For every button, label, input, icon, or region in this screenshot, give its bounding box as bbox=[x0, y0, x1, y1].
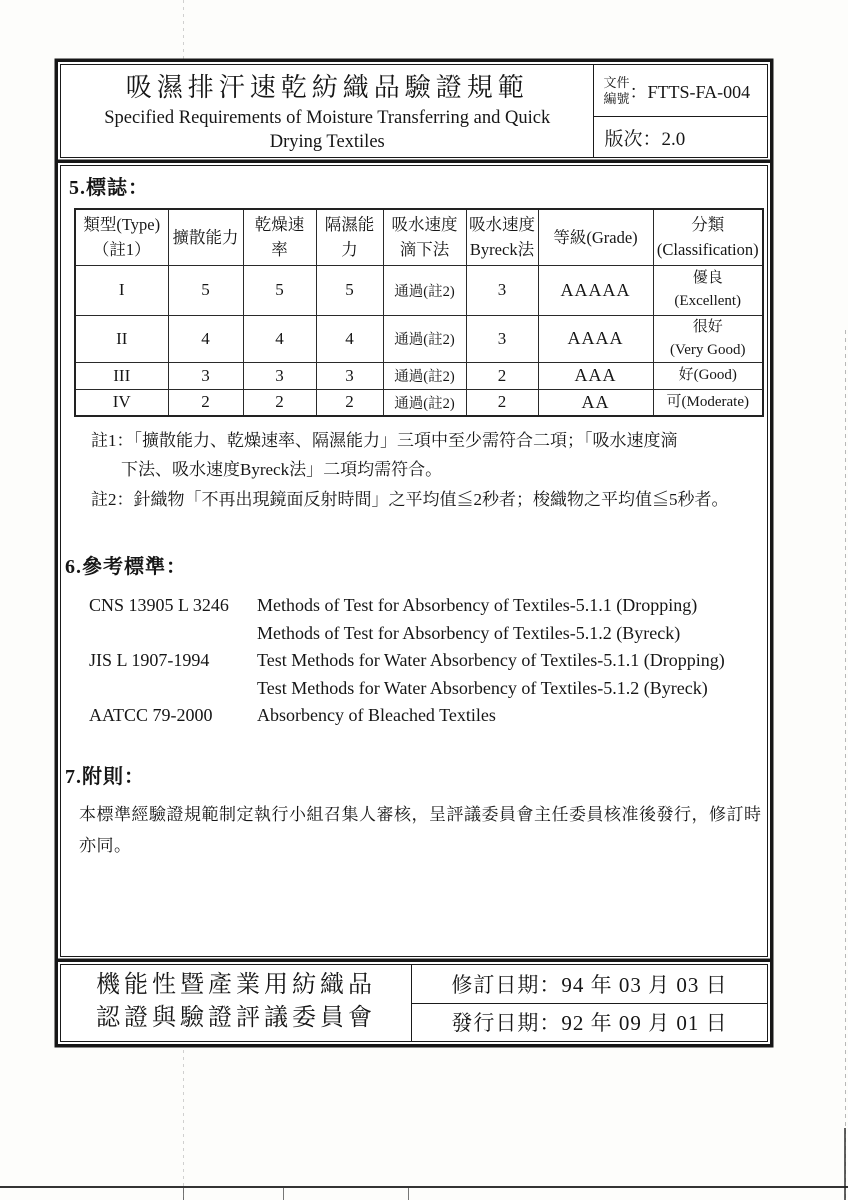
table-row-type2 bbox=[75, 315, 763, 362]
scan-artifact-tick bbox=[408, 1188, 409, 1200]
grading-table bbox=[74, 208, 764, 417]
document-title-chinese: 吸濕排汗速乾紡織品驗證規範 bbox=[125, 73, 529, 102]
cell-classification: 很好 (Very Good) bbox=[653, 315, 763, 362]
document-body-box bbox=[60, 165, 768, 957]
scan-artifact-right-edge-dark bbox=[844, 1128, 846, 1200]
cell-dropping: 通過(註2) bbox=[383, 315, 466, 362]
reference-item bbox=[89, 702, 767, 730]
cell-dropping: 通過(註2) bbox=[383, 389, 466, 416]
revision-date: 修訂日期：94 年 03 月 03 日 bbox=[451, 972, 728, 997]
document-meta-column bbox=[593, 65, 767, 157]
note1-line2: 下法、吸水速度Byreck法」二項均需符合。 bbox=[121, 460, 443, 479]
col-header-drying: 乾燥速 率 bbox=[243, 209, 316, 265]
cell-grade: AA bbox=[538, 389, 653, 416]
scan-artifact-right-edge-line bbox=[845, 330, 846, 1200]
cell-diffusion: 4 bbox=[168, 315, 243, 362]
reference-list bbox=[89, 592, 767, 730]
col-header-classification: 分類 (Classification) bbox=[653, 209, 763, 265]
issuing-organization bbox=[61, 965, 411, 1041]
document-number-row bbox=[594, 65, 767, 117]
grading-table-header-row bbox=[75, 209, 763, 265]
organization-name-line1: 機能性暨產業用紡織品 bbox=[96, 972, 376, 998]
section6-heading: 6.參考標準： bbox=[65, 556, 187, 578]
cell-diffusion: 2 bbox=[168, 389, 243, 416]
footer-dates-column bbox=[411, 965, 767, 1041]
reference-code: CNS 13905 L 3246 bbox=[89, 595, 229, 615]
col-header-byreck: 吸水速度 Byreck法 bbox=[466, 209, 538, 265]
document-number-label: 文件 編號 bbox=[603, 74, 630, 106]
cell-classification: 好(Good) bbox=[653, 362, 763, 389]
note1-line1: 註1：「擴散能力、乾燥速率、隔濕能力」三項中至少需符合二項；「吸水速度滴 bbox=[91, 431, 678, 450]
cell-moisture: 3 bbox=[316, 362, 383, 389]
section7-body-line1: 本標準經驗證規範制定執行小組召集人審核，呈評議委員會主任委員核准後發行，修訂時 bbox=[79, 804, 762, 824]
col-header-grade: 等級(Grade) bbox=[538, 209, 653, 265]
scan-artifact-bottom-edge-line bbox=[0, 1186, 848, 1188]
cell-byreck: 2 bbox=[466, 362, 538, 389]
section7-heading: 7.附則： bbox=[65, 765, 145, 788]
cell-drying: 5 bbox=[243, 265, 316, 315]
cell-byreck: 3 bbox=[466, 315, 538, 362]
cell-drying: 3 bbox=[243, 362, 316, 389]
cell-dropping: 通過(註2) bbox=[383, 265, 466, 315]
cell-byreck: 3 bbox=[466, 265, 538, 315]
cell-grade: AAAAA bbox=[538, 265, 653, 315]
scan-artifact-tick bbox=[283, 1188, 284, 1200]
cell-drying: 2 bbox=[243, 389, 316, 416]
cell-type: II bbox=[75, 315, 168, 362]
reference-code: AATCC 79-2000 bbox=[89, 705, 213, 725]
reference-item bbox=[89, 647, 767, 702]
document-number-value: ：FTTS-FA-004 bbox=[629, 81, 751, 102]
organization-name-line2: 認證與驗證評議委員會 bbox=[96, 1005, 376, 1031]
cell-diffusion: 5 bbox=[168, 265, 243, 315]
cell-type: I bbox=[75, 265, 168, 315]
note2: 註2：針織物「不再出現鏡面反射時間」之平均值≦2秒者；梭織物之平均值≦5秒者。 bbox=[91, 490, 729, 509]
reference-description: Absorbency of Bleached Textiles bbox=[257, 705, 496, 725]
cell-moisture: 2 bbox=[316, 389, 383, 416]
document-title-block bbox=[61, 65, 593, 157]
document-title-english-line2: Drying Textiles bbox=[269, 132, 385, 152]
document-footer-box bbox=[60, 964, 768, 1042]
table-row-type1 bbox=[75, 265, 763, 315]
reference-code: JIS L 1907-1994 bbox=[89, 650, 210, 670]
cell-moisture: 5 bbox=[316, 265, 383, 315]
cell-classification: 可(Moderate) bbox=[653, 389, 763, 416]
cell-byreck: 2 bbox=[466, 389, 538, 416]
cell-grade: AAAA bbox=[538, 315, 653, 362]
cell-diffusion: 3 bbox=[168, 362, 243, 389]
col-header-type: 類型(Type) （註1） bbox=[75, 209, 168, 265]
table-row-type4 bbox=[75, 389, 763, 416]
section7-body bbox=[79, 799, 762, 861]
scan-artifact-tick bbox=[183, 1188, 184, 1200]
cell-type: III bbox=[75, 362, 168, 389]
cell-grade: AAA bbox=[538, 362, 653, 389]
col-header-dropping: 吸水速度 滴下法 bbox=[383, 209, 466, 265]
col-header-moisture-barrier: 隔濕能 力 bbox=[316, 209, 383, 265]
section5-heading: 5.標誌： bbox=[69, 177, 149, 199]
section7-body-line2: 亦同。 bbox=[79, 835, 132, 855]
table-row-type3 bbox=[75, 362, 763, 389]
reference-item bbox=[89, 592, 767, 647]
cell-type: IV bbox=[75, 389, 168, 416]
reference-description: Test Methods for Water Absorbency of Textiles-5.1.1 (Dropping) Test Methods for Water Absorbency of Textiles-5.1.2 (Byreck) bbox=[257, 650, 725, 698]
cell-moisture: 4 bbox=[316, 315, 383, 362]
cell-classification: 優良 (Excellent) bbox=[653, 265, 763, 315]
table-notes bbox=[91, 426, 767, 514]
document-page bbox=[53, 57, 775, 1049]
issue-date: 發行日期：92 年 09 月 01 日 bbox=[412, 1003, 767, 1042]
version-row: 版次：2.0 bbox=[604, 128, 686, 150]
col-header-diffusion: 擴散能力 bbox=[168, 209, 243, 265]
cell-drying: 4 bbox=[243, 315, 316, 362]
cell-dropping: 通過(註2) bbox=[383, 362, 466, 389]
document-header-box bbox=[60, 64, 768, 158]
reference-description: Methods of Test for Absorbency of Textiles-5.1.1 (Dropping) Methods of Test for Absorbency of Textiles-5.1.2 (Byreck) bbox=[257, 595, 698, 643]
document-title-english-line1: Specified Requirements of Moisture Transferring and Quick bbox=[104, 108, 551, 128]
